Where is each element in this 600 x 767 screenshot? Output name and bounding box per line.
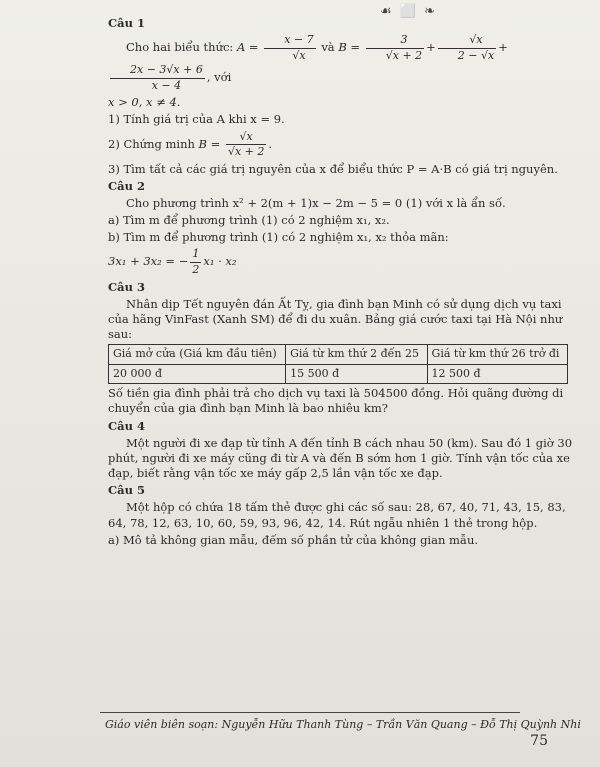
q4-text: Một người đi xe đạp từ tỉnh A đến tỉnh B cách nhau 50 (km). Sau đó 1 giờ 30 phút, người đi xe máy cũng đi từ A và đến B sớm hơn 1 giờ. Tính vận tốc của xe đạp, biết rằng vận tốc xe máy gấp 2,5 lần vận tốc xe đạp. xyxy=(108,435,573,481)
question-2-title: Câu 2 xyxy=(108,178,145,193)
with-word: , với xyxy=(206,70,232,85)
page-number: 75 xyxy=(530,733,548,749)
q2-part-a: a) Tìm m để phương trình (1) có 2 nghiệm x₁, x₂. xyxy=(108,213,390,228)
q2-part-b: b) Tìm m để phương trình (1) có 2 nghiệm x₁, x₂ thỏa mãn: xyxy=(108,230,449,245)
q1-part-1: 1) Tính giá trị của A khi x = 9. xyxy=(108,112,285,127)
footer-authors: Giáo viên biên soạn: Nguyễn Hữu Thanh Tùng – Trần Văn Quang – Đỗ Thị Quỳnh Nhi xyxy=(105,718,581,731)
p2-fraction xyxy=(226,130,266,160)
p2-lhs: B = xyxy=(198,136,221,151)
b-frac-1 xyxy=(366,33,424,63)
q1-intro: Cho hai biểu thức: xyxy=(126,40,234,55)
b-frac-3 xyxy=(110,63,205,93)
q3-question: Số tiền gia đình phải trả cho dịch vụ taxi là 504500 đồng. Hỏi quãng đường di chuyển của gia đình bạn Minh là bao nhiêu km? xyxy=(108,386,564,416)
b-d3: x − 4 xyxy=(151,78,182,92)
b-frac-2 xyxy=(438,33,496,63)
footer-divider xyxy=(100,712,520,713)
a-den: √x xyxy=(292,48,306,62)
p2-end: . xyxy=(268,136,273,151)
table-cell: 12 500 đ xyxy=(427,364,567,384)
plus-2: + xyxy=(498,40,508,55)
question-3-title: Câu 3 xyxy=(108,279,145,294)
question-1-expressions xyxy=(108,33,578,93)
q2-den: 2 xyxy=(192,262,200,276)
q2-num: 1 xyxy=(190,247,201,263)
question-4-title: Câu 4 xyxy=(108,418,145,433)
table-row xyxy=(109,364,568,384)
plus-1: + xyxy=(426,40,436,55)
b-d1: √x + 2 xyxy=(385,48,423,62)
q3-text: Nhân dịp Tết nguyên đán Ất Tỵ, gia đình bạn Minh có sử dụng dịch vụ taxi của hãng VinFast (Xanh SM) để đi du xuân. Bảng giá cước taxi tại Hà Nội như sau: xyxy=(108,296,563,342)
taxi-fare-table xyxy=(108,344,568,384)
q2-condition xyxy=(108,247,578,277)
p2-num: √x xyxy=(226,130,266,146)
q2-eq-pre: 3x₁ + 3x₂ = − xyxy=(108,254,189,269)
table-cell: 20 000 đ xyxy=(109,364,286,384)
table-cell: Giá mở cửa (Giá km đầu tiên) xyxy=(109,345,286,365)
q1-part-2 xyxy=(108,130,578,160)
question-1-title: Câu 1 xyxy=(108,16,145,30)
and-word: và xyxy=(321,40,335,55)
a-fraction xyxy=(264,33,315,63)
table-cell: 15 500 đ xyxy=(286,364,427,384)
b-d2: 2 − √x xyxy=(457,48,495,62)
condition: x > 0, x ≠ 4. xyxy=(108,95,181,110)
b-n3: 2x − 3√x + 6 xyxy=(110,63,205,79)
b-n2: √x xyxy=(438,33,496,49)
a-lhs: A = xyxy=(236,40,259,55)
b-n1: 3 xyxy=(366,33,424,49)
p2-pre: 2) Chứng minh xyxy=(108,136,195,151)
table-cell: Giá từ km thứ 26 trở đi xyxy=(427,345,567,365)
b-lhs: B = xyxy=(338,40,361,55)
q5-part-a: a) Mô tả không gian mẫu, đếm số phần tử của không gian mẫu. xyxy=(108,532,479,547)
question-5-title: Câu 5 xyxy=(108,483,145,498)
q5-text: Một hộp có chứa 18 tấm thẻ được ghi các số sau: 28, 67, 40, 71, 43, 15, 83, 64, 78, 12, 63, 10, 60, 59, 93, 96, 42, 14. Rút ngẫu nhiên 1 thẻ trong hộp. xyxy=(108,500,566,530)
a-num: x − 7 xyxy=(264,33,315,49)
table-cell: Giá từ km thứ 2 đến 25 xyxy=(286,345,427,365)
q2-eq-post: x₁ · x₂ xyxy=(203,254,237,269)
q2-intro: Cho phương trình x² + 2(m + 1)x − 2m − 5 = 0 (1) với x là ẩn số. xyxy=(126,195,506,210)
p2-den: √x + 2 xyxy=(227,145,265,159)
q1-part-3: 3) Tìm tất cả các giá trị nguyên của x để biểu thức P = A·B có giá trị nguyên. xyxy=(108,161,558,176)
q2-half xyxy=(190,247,201,277)
header-ornament: ☙ ⬜ ❧ xyxy=(380,4,437,19)
exercise-content xyxy=(108,14,578,550)
table-row xyxy=(109,345,568,365)
